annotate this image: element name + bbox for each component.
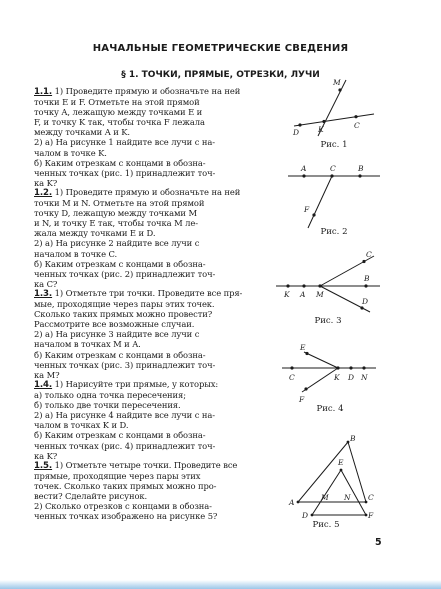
point-f: [304, 387, 307, 390]
problem-line: чалом в точке K.: [34, 147, 107, 158]
figure-3-caption: Рис. 3: [314, 316, 342, 326]
figure-3: [276, 246, 386, 316]
problem-line: а) только одна точка пересечения;: [34, 390, 186, 401]
problem-1-1: [34, 86, 272, 188]
point-m: [338, 88, 341, 91]
label-d: D: [348, 373, 355, 382]
point-d: [349, 366, 352, 369]
problem-line: началом в точках M и A.: [34, 339, 141, 350]
problem-line: ка M?: [34, 369, 60, 380]
point-e: [305, 352, 308, 355]
figure-1-drawing: [284, 76, 384, 141]
segment-ek: [304, 352, 338, 368]
label-b: B: [364, 274, 370, 283]
label-d: D: [293, 128, 300, 137]
label-f: F: [299, 395, 305, 404]
problem-line: б) Каким отрезкам с концами в обозна-: [34, 258, 206, 269]
problem-line: мые, проходящие через пары этих точек.: [34, 299, 215, 310]
label-b: B: [350, 434, 356, 443]
label-k: K: [284, 290, 290, 299]
figure-3-drawing: [276, 246, 386, 316]
problem-line: б) Каким отрезкам с концами в обозна-: [34, 430, 206, 441]
point-k: [322, 120, 325, 123]
problem-line: ченных точках (рис. 1) принадлежит точ-: [34, 167, 216, 178]
problem-line: жала между точками E и D.: [34, 228, 156, 239]
point-c: [362, 260, 365, 263]
label-a: A: [289, 498, 295, 507]
figure-1-caption: Рис. 1: [320, 140, 348, 150]
problem-line: точки M и N. Отметьте на этой прямой: [34, 198, 205, 209]
problem-line: чалом в точках K и D.: [34, 420, 129, 431]
point-c: [365, 501, 368, 504]
problem-line: ченных точках (рис. 4) принадлежит точ-: [34, 440, 216, 451]
label-c: C: [354, 121, 360, 130]
problem-number: 1.4.: [34, 380, 53, 390]
label-n: N: [344, 493, 351, 502]
figure-2-caption: Рис. 2: [320, 227, 348, 237]
figure-2-drawing: [284, 162, 384, 230]
label-k: K: [334, 373, 340, 382]
problem-line: точки E и F. Отметьте на этой прямой: [34, 97, 200, 108]
figure-5-caption: Рис. 5: [312, 520, 340, 530]
label-e: E: [338, 458, 344, 467]
point-d: [311, 514, 314, 517]
label-a: A: [300, 290, 306, 299]
problem-line: Сколько таких прямых можно провести?: [34, 309, 213, 320]
problem-number: 1.2.: [34, 188, 53, 198]
label-f: F: [368, 511, 374, 520]
point-e: [340, 469, 343, 472]
point-m: [318, 284, 321, 287]
problem-1-5: [34, 460, 272, 522]
problem-line: б) Каким отрезкам с концами в обозна-: [34, 349, 206, 360]
problem-line: точку D, лежащую между точками M: [34, 208, 197, 219]
problem-line: 1) Проведите прямую и обозначьте на ней: [54, 86, 241, 96]
figure-5-drawing: [286, 432, 376, 520]
label-n: N: [361, 373, 368, 382]
problem-number: 1.3.: [34, 289, 53, 299]
problem-1-2: [34, 187, 272, 289]
point-a: [302, 174, 305, 177]
point-k: [286, 284, 289, 287]
figure-4-drawing: [280, 340, 390, 410]
page-bottom-bar: [0, 580, 441, 589]
label-m: M: [321, 493, 329, 502]
label-m: M: [333, 78, 341, 87]
line-dc: [294, 114, 374, 126]
ray-cf: [308, 176, 332, 228]
label-d: D: [362, 297, 369, 306]
label-d: D: [302, 511, 309, 520]
problem-line: 2) а) На рисунке 3 найдите все лучи с: [34, 329, 200, 340]
section-title: § 1. ТОЧКИ, ПРЯМЫЕ, ОТРЕЗКИ, ЛУЧИ: [121, 70, 320, 80]
problem-line: ка C?: [34, 278, 58, 289]
problem-line: ка K?: [34, 450, 58, 461]
figure-2: [284, 162, 384, 230]
figure-1: [284, 76, 384, 141]
problem-number: 1.5.: [34, 461, 53, 471]
label-c: C: [366, 250, 372, 259]
point-n: [362, 366, 365, 369]
problem-line: 1) Нарисуйте три прямые, у которых:: [54, 379, 219, 389]
problem-line: 1) Проведите прямую и обозначьте на ней: [54, 187, 241, 197]
problem-line: ченных точках изображено на рисунке 5?: [34, 511, 218, 522]
point-c: [290, 366, 293, 369]
problem-line: 1) Отметьте четыре точки. Проведите все: [54, 460, 238, 470]
problem-1-4: [34, 379, 272, 461]
point-b: [364, 284, 367, 287]
problem-line: началом в точке C.: [34, 248, 118, 259]
problem-line: 2) Сколько отрезков с концами в обозна-: [34, 501, 212, 512]
problem-line: 2) а) На рисунке 2 найдите все лучи с: [34, 238, 200, 249]
point-d: [298, 123, 301, 126]
problem-line: 1) Отметьте три точки. Проведите все пря-: [54, 288, 243, 298]
point-f: [312, 213, 315, 216]
triangle-abc: [298, 442, 366, 502]
problem-line: ка K?: [34, 177, 58, 188]
problem-line: ченных точках (рис. 2) принадлежит точ-: [34, 268, 216, 279]
problem-number: 1.1.: [34, 87, 53, 97]
problem-line: б) Каким отрезкам с концами в обозна-: [34, 157, 206, 168]
point-f: [365, 514, 368, 517]
point-k: [336, 366, 339, 369]
page-number: 5: [375, 537, 382, 548]
figure-4: [280, 340, 390, 410]
label-f: F: [304, 205, 310, 214]
problem-line: прямые, проходящие через пары этих: [34, 471, 201, 482]
point-c: [354, 115, 357, 118]
label-c: C: [368, 493, 374, 502]
label-a: A: [301, 164, 307, 173]
problem-line: между точками A и K.: [34, 127, 130, 138]
problem-1-3: [34, 288, 272, 380]
problem-line: Рассмотрите все возможные случаи.: [34, 319, 195, 330]
label-e: E: [300, 343, 306, 352]
point-a: [297, 501, 300, 504]
point-d: [360, 306, 363, 309]
point-b: [358, 174, 361, 177]
point-c: [330, 174, 333, 177]
problem-line: 2) а) На рисунке 1 найдите все лучи с на-: [34, 137, 215, 148]
problem-line: точек. Сколько таких прямых можно про-: [34, 481, 217, 492]
figure-4-caption: Рис. 4: [316, 404, 344, 414]
problem-line: точку A, лежащую между точками E и: [34, 107, 203, 118]
point-b: [347, 441, 350, 444]
label-c: C: [330, 164, 336, 173]
label-b: B: [358, 164, 364, 173]
problem-line: F, и точку K так, чтобы точка F лежала: [34, 117, 205, 128]
chapter-title: НАЧАЛЬНЫЕ ГЕОМЕТРИЧЕСКИЕ СВЕДЕНИЯ: [92, 43, 349, 54]
problem-line: вести? Сделайте рисунок.: [34, 491, 148, 502]
problem-line: ченных точках (рис. 3) принадлежит точ-: [34, 359, 216, 370]
label-c: C: [289, 373, 295, 382]
label-m: M: [316, 290, 324, 299]
figure-5: [286, 432, 376, 520]
problem-line: б) только две точки пересечения.: [34, 400, 181, 411]
label-k: K: [318, 125, 324, 134]
problem-line: 2) а) На рисунке 4 найдите все лучи с на-: [34, 410, 215, 421]
problem-line: и N, и точку E так, чтобы точка M ле-: [34, 218, 198, 229]
point-a: [302, 284, 305, 287]
